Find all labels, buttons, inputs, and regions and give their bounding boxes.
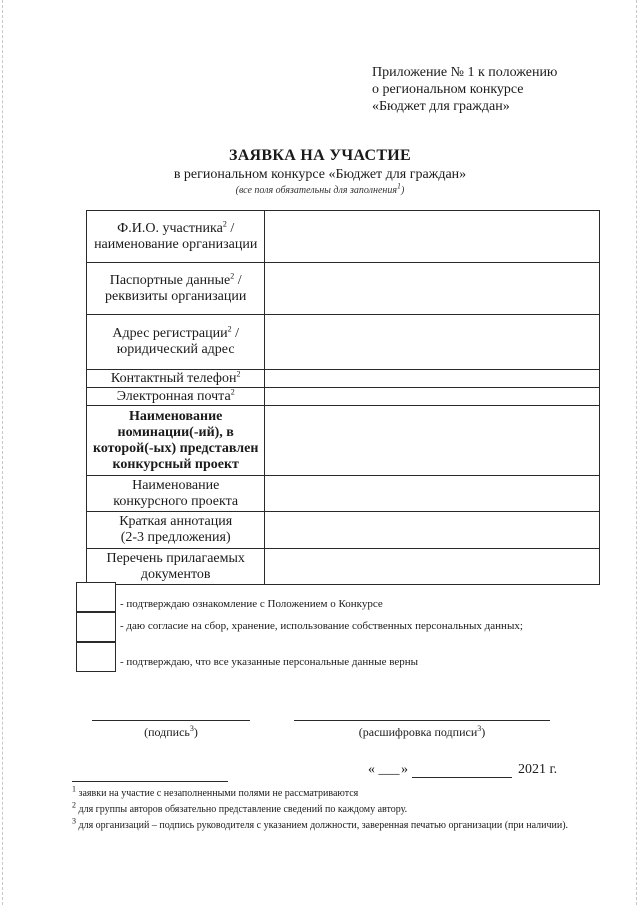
field-label-text: Краткая аннотация: [119, 514, 233, 529]
field-label-address: [87, 315, 265, 370]
footnote-2: [72, 800, 592, 816]
table-row: [87, 263, 600, 315]
footnote-ref: 1: [397, 181, 402, 191]
signature-line[interactable]: [92, 720, 250, 721]
signature-label-text: (подпись: [144, 725, 190, 739]
field-input-project-name[interactable]: [265, 476, 600, 512]
field-label-passport: [87, 263, 265, 315]
appendix-line: Приложение № 1 к положению: [372, 65, 558, 80]
table-row: [87, 476, 600, 512]
footnote-text: заявки на участие с незаполненными полями не рассматриваются: [78, 788, 359, 799]
footnote-number: 1: [72, 784, 76, 794]
footnote-ref: 2: [230, 386, 235, 396]
field-label-text: Перечень прилагаемых: [106, 550, 245, 566]
consent-checkbox-regulations[interactable]: [76, 582, 116, 612]
field-label-text: юридический адрес: [116, 342, 235, 357]
form-title: ЗАЯВКА НА УЧАСТИЕ: [228, 147, 412, 164]
date-year: 2021 г.: [518, 762, 558, 777]
field-label-nomination: [87, 406, 265, 476]
footnote-text: для организаций – подпись руководителя с указанием должности, заверенная печатью организации (при наличии).: [78, 820, 569, 831]
footnote-text: для группы авторов обязательно представление сведений по каждому автору.: [78, 804, 408, 815]
field-label-text: (2-3 предложения): [120, 530, 231, 545]
field-input-fio[interactable]: [265, 211, 600, 263]
field-label-text: Контактный телефон: [110, 370, 237, 386]
field-label-fio: [87, 211, 265, 263]
field-label-annotation: [87, 512, 265, 549]
field-label-tail: /: [226, 220, 235, 236]
field-label-email: [87, 388, 265, 406]
date-quote-close: »: [401, 762, 408, 777]
footnote-3: [72, 816, 592, 832]
field-label-tail: /: [231, 326, 239, 341]
signature-decode-text: (расшифровка подписи: [358, 725, 478, 739]
field-label-project-name: [87, 476, 265, 512]
field-label-text: Адрес регистрации: [112, 326, 228, 341]
table-row: [87, 512, 600, 549]
form-note: [0, 181, 640, 196]
signature-decode-close: ): [481, 725, 486, 739]
scan-edge-right: [636, 0, 638, 905]
field-label-text: наименование организации: [94, 236, 258, 252]
footnote-ref: 2: [222, 218, 227, 228]
table-row: [87, 549, 600, 585]
scan-edge-left: [2, 0, 4, 905]
table-row: [87, 388, 600, 406]
field-input-annotation[interactable]: [265, 512, 600, 549]
footnote-ref: 2: [230, 270, 235, 280]
table-row: [87, 406, 600, 476]
field-label-text: Наименование: [132, 477, 220, 493]
field-input-email[interactable]: [265, 388, 600, 406]
footnote-ref: 3: [189, 724, 194, 733]
signature-label: [92, 725, 250, 740]
signature-label-close: ): [193, 725, 198, 739]
form-subtitle: в региональном конкурсе «Бюджет для граждан»: [173, 167, 467, 182]
field-label-text: документов: [140, 566, 211, 582]
table-row: [87, 315, 600, 370]
footnote-separator: [72, 781, 228, 782]
field-label-text: Электронная почта: [116, 388, 231, 404]
signature-decode-label: [294, 725, 550, 740]
form-note-text: (все поля обязательны для заполнения: [235, 185, 398, 196]
application-table: [86, 210, 600, 585]
field-label-text: Ф.И.О. участника: [117, 220, 223, 236]
signature-decode-line[interactable]: [294, 720, 550, 721]
field-label-text: реквизиты организации: [105, 288, 247, 304]
date-day-blank[interactable]: ___: [378, 762, 400, 777]
consent-checkbox-personal-data[interactable]: [76, 612, 116, 642]
footnote-number: 3: [72, 816, 76, 826]
date-quote-open: «: [368, 762, 375, 777]
consent-checkbox-data-correct[interactable]: [76, 642, 116, 672]
field-input-passport[interactable]: [265, 263, 600, 315]
field-label-documents: [87, 549, 265, 585]
field-label-text: конкурсного проекта: [113, 493, 239, 509]
date-month-line[interactable]: [412, 777, 512, 778]
table-row: [87, 370, 600, 388]
field-input-phone[interactable]: [265, 370, 600, 388]
appendix-line: о региональном конкурсе: [372, 82, 524, 97]
footnote-ref: 2: [236, 368, 241, 378]
footnote-number: 2: [72, 800, 76, 810]
field-input-nomination[interactable]: [265, 406, 600, 476]
field-label-tail: /: [234, 272, 242, 288]
footnote-ref: 3: [477, 724, 482, 733]
field-label-text: Наименование номинации(-ий), в которой(-ых) представлен конкурсный проект: [92, 408, 259, 472]
consent-text: - подтверждаю ознакомление с Положением о Конкурсе: [120, 598, 383, 610]
form-note-close: ): [401, 185, 405, 196]
consent-text: - даю согласие на сбор, хранение, использование собственных персональных данных;: [120, 620, 523, 632]
field-label-text: Паспортные данные: [109, 272, 231, 288]
appendix-header: [372, 64, 557, 115]
footnote-ref: 2: [227, 324, 232, 334]
field-label-phone: [87, 370, 265, 388]
field-input-documents[interactable]: [265, 549, 600, 585]
field-input-address[interactable]: [265, 315, 600, 370]
footnote-1: [72, 784, 592, 800]
consent-text: - подтверждаю, что все указанные персональные данные верны: [120, 656, 418, 668]
table-row: [87, 211, 600, 263]
appendix-line: «Бюджет для граждан»: [372, 99, 510, 114]
